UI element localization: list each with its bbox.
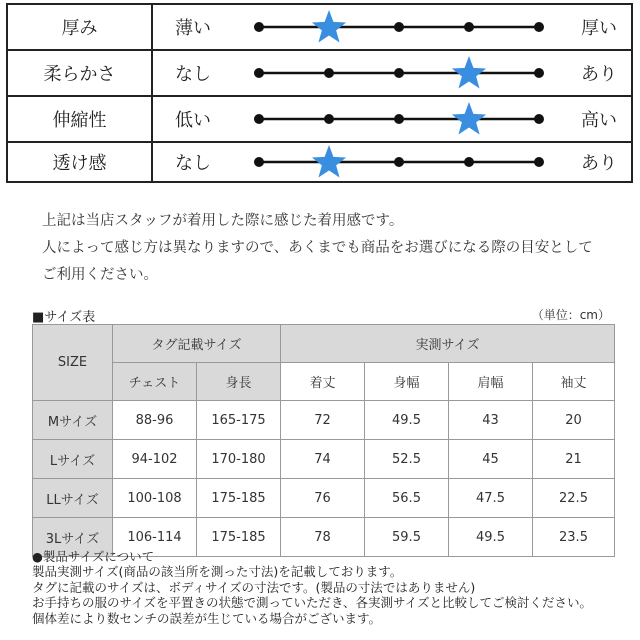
table-cell: 22.5 — [533, 479, 615, 518]
size-table — [32, 324, 615, 557]
scale-dot — [534, 22, 544, 32]
table-row — [33, 440, 615, 479]
feel-row-sheerness — [8, 143, 631, 181]
size-name: LLサイズ — [33, 479, 113, 518]
scale-dot — [324, 114, 334, 124]
feel-scale — [253, 146, 545, 178]
feel-label: 柔らかさ — [8, 51, 153, 95]
rating-star-icon — [312, 10, 346, 43]
table-row — [33, 401, 615, 440]
table-cell: 47.5 — [449, 479, 533, 518]
scale-dot — [534, 114, 544, 124]
table-cell: 76 — [281, 479, 365, 518]
rating-star-icon — [452, 56, 486, 89]
feel-label: 透け感 — [8, 143, 153, 181]
table-cell: 88-96 — [113, 401, 197, 440]
scale-dot — [394, 22, 404, 32]
unit-label: （単位：cm） — [531, 308, 610, 322]
column-header: 着丈 — [281, 363, 365, 401]
tag-size-group-header: タグ記載サイズ — [113, 325, 281, 363]
table-cell: 175-185 — [197, 518, 281, 557]
feel-low-label: 低い — [175, 110, 211, 131]
table-row — [33, 479, 615, 518]
feel-row-softness — [8, 51, 631, 95]
table-cell: 100-108 — [113, 479, 197, 518]
feel-label: 厚み — [8, 5, 153, 49]
feel-high-label: あり — [581, 64, 617, 85]
footnote-line: ●製品サイズについて — [32, 549, 155, 564]
feel-low-label: 薄い — [175, 18, 211, 39]
feel-table — [6, 3, 633, 183]
feel-label: 伸縮性 — [8, 97, 153, 141]
size-name: 3Lサイズ — [33, 518, 113, 557]
table-cell: 21 — [533, 440, 615, 479]
scale-dot — [324, 68, 334, 78]
footnote-line: タグに記載のサイズは、ボディサイズの寸法です。(製品の寸法ではありません) — [32, 579, 476, 595]
table-cell: 170-180 — [197, 440, 281, 479]
table-cell: 43 — [449, 401, 533, 440]
table-cell: 49.5 — [365, 401, 449, 440]
scale-dot — [254, 114, 264, 124]
size-table-title: ■サイズ表 — [32, 310, 96, 325]
table-cell: 165-175 — [197, 401, 281, 440]
column-header: 身幅 — [365, 363, 449, 401]
scale-dot — [534, 68, 544, 78]
column-header: 袖丈 — [533, 363, 615, 401]
feel-scale — [253, 103, 545, 135]
table-cell: 52.5 — [365, 440, 449, 479]
scale-dot — [394, 68, 404, 78]
column-header: 身長 — [197, 363, 281, 401]
column-header: チェスト — [113, 363, 197, 401]
feel-high-label: あり — [581, 153, 617, 174]
measured-size-group-header: 実測サイズ — [281, 325, 615, 363]
table-cell: 175-185 — [197, 479, 281, 518]
feel-row-thickness — [8, 5, 631, 49]
table-cell: 78 — [281, 518, 365, 557]
scale-dot — [254, 22, 264, 32]
size-name: Mサイズ — [33, 401, 113, 440]
table-cell: 20 — [533, 401, 615, 440]
rating-star-icon — [452, 102, 486, 135]
table-cell: 72 — [281, 401, 365, 440]
table-cell: 94-102 — [113, 440, 197, 479]
scale-dot — [254, 157, 264, 167]
note-line: 人によって感じ方は異なりますので、あくまでも商品をお選びになる際の目安として — [42, 240, 593, 256]
feel-high-label: 高い — [581, 110, 617, 131]
feel-row-stretch — [8, 97, 631, 141]
size-footnotes — [32, 549, 592, 626]
table-cell: 74 — [281, 440, 365, 479]
scale-dot — [394, 114, 404, 124]
footnote-line: お手持ちの服のサイズを平置きの状態で測っていただき、各実測サイズと比較してご検討ください。 — [32, 595, 593, 611]
size-name: Lサイズ — [33, 440, 113, 479]
table-cell: 23.5 — [533, 518, 615, 557]
scale-dot — [464, 157, 474, 167]
table-cell: 106-114 — [113, 518, 197, 557]
feel-scale — [253, 11, 545, 43]
feel-scale — [253, 57, 545, 89]
footnote-line: 個体差により数センチの誤差が生じている場合がございます。 — [32, 610, 382, 626]
scale-dot — [534, 157, 544, 167]
table-cell: 56.5 — [365, 479, 449, 518]
scale-dot — [394, 157, 404, 167]
feel-high-label: 厚い — [581, 18, 617, 39]
rating-star-icon — [312, 145, 346, 178]
note-line: ご利用ください。 — [42, 267, 158, 283]
table-cell: 45 — [449, 440, 533, 479]
fit-note — [42, 208, 593, 289]
scale-dot — [464, 22, 474, 32]
scale-dot — [254, 68, 264, 78]
feel-low-label: なし — [175, 153, 211, 174]
note-line: 上記は当店スタッフが着用した際に感じた着用感です。 — [42, 213, 404, 229]
footnote-line: 製品実測サイズ(商品の該当所を測った寸法)を記載しております。 — [32, 564, 403, 580]
size-header: SIZE — [33, 325, 113, 401]
table-cell: 59.5 — [365, 518, 449, 557]
table-cell: 49.5 — [449, 518, 533, 557]
column-header: 肩幅 — [449, 363, 533, 401]
feel-low-label: なし — [175, 64, 211, 85]
